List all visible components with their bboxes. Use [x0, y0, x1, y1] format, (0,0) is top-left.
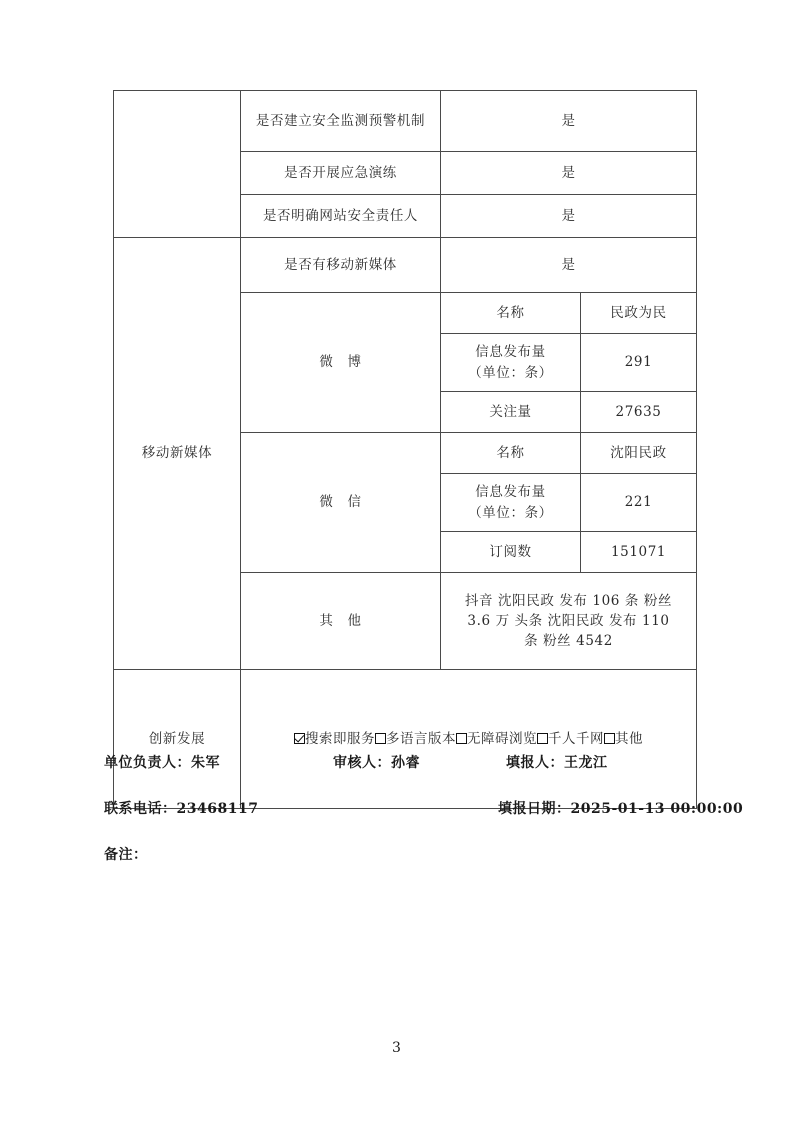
mobile-media-section-label: 移动新媒体 — [114, 238, 241, 670]
innovation-checkbox-label-0: 搜索即服务 — [305, 730, 375, 747]
unit-owner: 单位负责人：朱军 — [104, 755, 220, 771]
table-row — [114, 238, 697, 293]
has-mobile-media-question: 是否有移动新媒体 — [241, 238, 441, 293]
weixin-subscribers-key: 订阅数 — [441, 532, 581, 573]
weixin-subscribers-value: 151071 — [581, 532, 697, 573]
innovation-checkbox-3[interactable] — [537, 733, 548, 744]
innovation-checkbox-1[interactable] — [375, 733, 386, 744]
security-question-3: 是否明确网站安全责任人 — [241, 195, 441, 238]
weixin-name-key: 名称 — [441, 433, 581, 474]
filler: 填报人：王龙江 — [506, 755, 608, 771]
weibo-followers-value: 27635 — [581, 392, 697, 433]
weibo-publish-key-line2: （单位：条） — [468, 364, 553, 381]
innovation-checkbox-label-3: 千人千网 — [548, 730, 604, 747]
page-number: 3 — [392, 1040, 401, 1056]
other-media-label: 其 他 — [241, 573, 441, 670]
innovation-section-label: 创新发展 — [114, 670, 241, 809]
innovation-checkbox-0[interactable] — [294, 733, 305, 744]
other-media-line-3: 条 粉丝 4542 — [524, 633, 613, 650]
other-media-value — [441, 573, 697, 670]
other-media-line-2: 3.6 万 头条 沈阳民政 发布 110 — [467, 612, 670, 629]
weibo-publish-key-line1: 信息发布量 — [475, 344, 546, 361]
innovation-checkbox-label-4: 其他 — [615, 730, 643, 747]
innovation-checkbox-2[interactable] — [456, 733, 467, 744]
weixin-publish-key-line1: 信息发布量 — [475, 484, 546, 501]
weibo-followers-key: 关注量 — [441, 392, 581, 433]
weixin-publish-key — [441, 474, 581, 532]
security-section-label-cell — [114, 91, 241, 238]
signature-line-2 — [0, 798, 793, 844]
weixin-publish-value: 221 — [581, 474, 697, 532]
signature-line-1 — [0, 752, 793, 798]
signature-block — [0, 752, 793, 890]
weibo-publish-value: 291 — [581, 334, 697, 392]
security-answer-2: 是 — [441, 152, 697, 195]
weibo-label: 微 博 — [241, 293, 441, 433]
security-question-2: 是否开展应急演练 — [241, 152, 441, 195]
innovation-checkbox-group — [244, 729, 693, 749]
remark: 备注： — [104, 847, 148, 863]
report-date: 填报日期：2025-01-13 00:00:00 — [498, 801, 744, 817]
weixin-label: 微 信 — [241, 433, 441, 573]
security-answer-3: 是 — [441, 195, 697, 238]
auditor: 审核人：孙睿 — [333, 755, 420, 771]
table-row — [114, 91, 697, 152]
security-answer-1: 是 — [441, 91, 697, 152]
contact-phone: 联系电话：23468117 — [104, 801, 259, 817]
has-mobile-media-answer: 是 — [441, 238, 697, 293]
other-media-line-1: 抖音 沈阳民政 发布 106 条 粉丝 — [464, 592, 673, 609]
weibo-name-value: 民政为民 — [581, 293, 697, 334]
annual-report-table — [113, 90, 697, 809]
security-question-1: 是否建立安全监测预警机制 — [241, 91, 441, 152]
signature-line-3 — [0, 844, 793, 890]
innovation-checkbox-label-2: 无障碍浏览 — [467, 730, 537, 747]
weibo-publish-key — [441, 334, 581, 392]
innovation-checkbox-4[interactable] — [604, 733, 615, 744]
innovation-checkbox-label-1: 多语言版本 — [386, 730, 456, 747]
weixin-publish-key-line2: （单位：条） — [468, 504, 553, 521]
weibo-name-key: 名称 — [441, 293, 581, 334]
weixin-name-value: 沈阳民政 — [581, 433, 697, 474]
